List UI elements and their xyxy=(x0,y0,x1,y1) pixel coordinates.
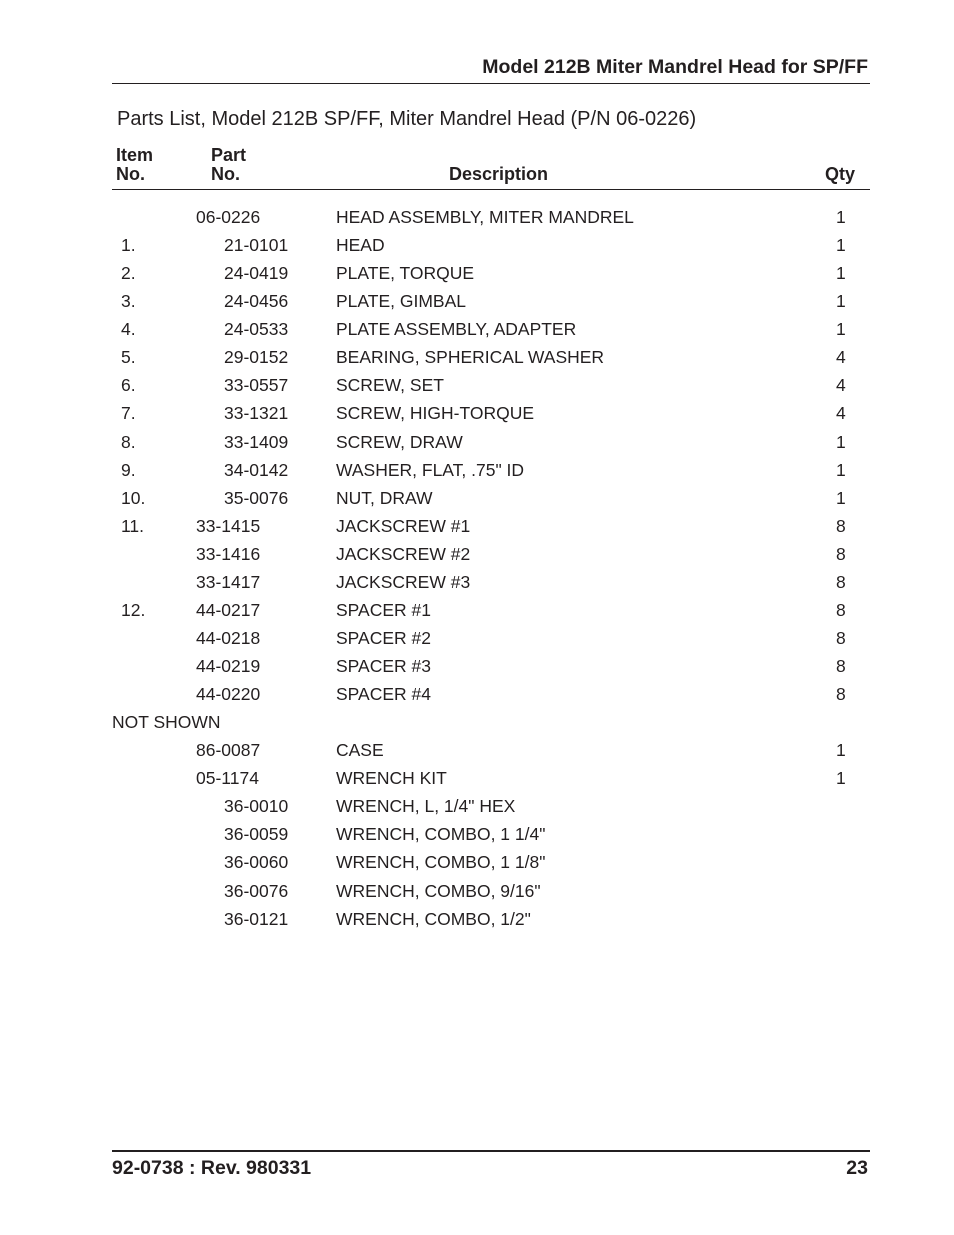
row-description: WASHER, FLAT, .75" ID xyxy=(336,459,525,480)
table-row xyxy=(0,794,954,822)
table-row xyxy=(0,345,954,373)
row-part-number: 33-1321 xyxy=(224,403,289,424)
row-part-number: 86-0087 xyxy=(196,740,261,761)
table-row xyxy=(0,682,954,710)
table-row xyxy=(0,598,954,626)
row-description: WRENCH KIT xyxy=(336,768,447,789)
row-description: SCREW, HIGH-TORQUE xyxy=(336,403,535,424)
row-part-number: 21-0101 xyxy=(224,235,289,256)
row-quantity: 1 xyxy=(836,207,846,227)
table-row xyxy=(0,514,954,542)
row-item-number: 2. xyxy=(121,263,136,284)
row-item-number: 6. xyxy=(121,375,136,396)
table-row xyxy=(0,822,954,850)
row-part-number: 36-0059 xyxy=(224,824,289,845)
row-description: JACKSCREW #2 xyxy=(336,543,471,564)
column-header-item-line2: No. xyxy=(116,164,145,184)
row-part-number: 35-0076 xyxy=(224,487,289,508)
row-quantity: 8 xyxy=(836,543,846,564)
row-quantity: 1 xyxy=(836,768,846,789)
row-quantity: 1 xyxy=(836,740,846,761)
table-row xyxy=(0,458,954,486)
row-item-number: 12. xyxy=(121,599,146,620)
table-row xyxy=(0,317,954,345)
row-part-number: 33-0557 xyxy=(224,375,289,396)
table-row xyxy=(0,738,954,766)
parts-table-body xyxy=(0,205,954,935)
row-quantity: 1 xyxy=(836,459,846,480)
row-quantity: 4 xyxy=(836,375,846,396)
table-row xyxy=(0,261,954,289)
table-row xyxy=(0,289,954,317)
page-header-title: Model 212B Miter Mandrel Head for SP/FF xyxy=(482,56,868,78)
table-row xyxy=(0,710,954,738)
row-part-number: 24-0456 xyxy=(224,291,289,312)
table-row xyxy=(0,205,954,233)
row-item-number: 4. xyxy=(121,319,136,340)
row-quantity: 1 xyxy=(836,291,846,312)
table-row xyxy=(0,542,954,570)
row-part-number: 05-1174 xyxy=(196,768,259,789)
row-item-number: NOT SHOWN xyxy=(112,712,221,733)
row-quantity: 1 xyxy=(836,431,846,452)
row-quantity: 8 xyxy=(836,599,846,620)
row-part-number: 33-1415 xyxy=(196,515,261,536)
row-quantity: 1 xyxy=(836,235,846,256)
table-row xyxy=(0,486,954,514)
row-quantity: 8 xyxy=(836,656,846,676)
row-part-number: 36-0076 xyxy=(224,880,289,901)
row-description: CASE xyxy=(336,740,384,761)
row-description: NUT, DRAW xyxy=(336,487,433,508)
row-part-number: 44-0220 xyxy=(196,684,261,705)
row-item-number: 1. xyxy=(121,235,136,256)
row-part-number: 44-0218 xyxy=(196,627,261,648)
header-rule xyxy=(112,83,870,84)
footer-doc-revision: 92-0738 : Rev. 980331 xyxy=(112,1157,312,1179)
row-quantity: 4 xyxy=(836,347,846,368)
row-quantity: 8 xyxy=(836,627,846,648)
table-row xyxy=(0,373,954,401)
row-description: WRENCH, COMBO, 1 1/8" xyxy=(336,852,546,873)
row-part-number: 29-0152 xyxy=(224,347,289,368)
column-header-part xyxy=(211,146,246,184)
row-item-number: 3. xyxy=(121,291,136,312)
footer-rule xyxy=(112,1150,870,1152)
row-part-number: 06-0226 xyxy=(196,207,261,227)
row-quantity: 1 xyxy=(836,319,846,340)
row-quantity: 8 xyxy=(836,684,846,705)
row-description: SPACER #3 xyxy=(336,656,431,676)
row-part-number: 24-0419 xyxy=(224,263,289,284)
row-item-number: 10. xyxy=(121,487,146,508)
row-quantity: 4 xyxy=(836,403,846,424)
column-header-description: Description xyxy=(449,164,549,184)
row-description: WRENCH, COMBO, 9/16" xyxy=(336,880,541,901)
footer-page-number: 23 xyxy=(846,1157,868,1179)
row-description: JACKSCREW #1 xyxy=(336,515,471,536)
row-item-number: 11. xyxy=(121,515,145,536)
row-part-number: 36-0121 xyxy=(224,908,289,929)
row-description: HEAD xyxy=(336,235,385,256)
row-part-number: 44-0219 xyxy=(196,656,261,676)
row-quantity: 1 xyxy=(836,263,846,284)
table-row xyxy=(0,907,954,935)
row-description: HEAD ASSEMBLY, MITER MANDREL xyxy=(336,207,634,227)
table-row xyxy=(0,766,954,794)
row-description: SPACER #4 xyxy=(336,684,431,705)
row-item-number: 9. xyxy=(121,459,136,480)
row-description: JACKSCREW #3 xyxy=(336,571,471,592)
row-part-number: 33-1417 xyxy=(196,571,261,592)
table-row xyxy=(0,570,954,598)
row-description: PLATE, GIMBAL xyxy=(336,291,466,312)
row-description: WRENCH, L, 1/4" HEX xyxy=(336,796,516,817)
row-part-number: 36-0010 xyxy=(224,796,289,817)
table-title: Parts List, Model 212B SP/FF, Miter Mandrel Head (P/N 06-0226) xyxy=(117,108,697,130)
row-description: SPACER #2 xyxy=(336,627,431,648)
column-header-item-line1: Item xyxy=(116,145,154,165)
row-description: PLATE, TORQUE xyxy=(336,263,475,284)
row-part-number: 24-0533 xyxy=(224,319,289,340)
column-header-part-line1: Part xyxy=(211,145,247,165)
row-quantity: 8 xyxy=(836,515,846,536)
row-description: SCREW, DRAW xyxy=(336,431,463,452)
row-part-number: 33-1416 xyxy=(196,543,261,564)
row-part-number: 33-1409 xyxy=(224,431,289,452)
table-row xyxy=(0,654,954,682)
table-row xyxy=(0,626,954,654)
row-description: SCREW, SET xyxy=(336,375,444,396)
column-header-rule xyxy=(112,189,870,190)
row-part-number: 44-0217 xyxy=(196,599,261,620)
row-item-number: 8. xyxy=(121,431,136,452)
table-row xyxy=(0,401,954,429)
row-part-number: 36-0060 xyxy=(224,852,289,873)
table-row xyxy=(0,879,954,907)
table-row xyxy=(0,233,954,261)
row-description: PLATE ASSEMBLY, ADAPTER xyxy=(336,319,577,340)
column-header-part-line2: No. xyxy=(211,164,240,184)
row-item-number: 5. xyxy=(121,347,136,368)
row-quantity: 8 xyxy=(836,571,846,592)
row-item-number: 7. xyxy=(121,403,136,424)
row-description: WRENCH, COMBO, 1/2" xyxy=(336,908,531,929)
row-description: WRENCH, COMBO, 1 1/4" xyxy=(336,824,546,845)
row-quantity: 1 xyxy=(836,487,846,508)
row-description: SPACER #1 xyxy=(336,599,431,620)
table-row xyxy=(0,430,954,458)
column-header-qty: Qty xyxy=(825,164,856,184)
row-part-number: 34-0142 xyxy=(224,459,289,480)
column-header-item xyxy=(116,146,153,184)
table-row xyxy=(0,850,954,878)
row-description: BEARING, SPHERICAL WASHER xyxy=(336,347,605,368)
